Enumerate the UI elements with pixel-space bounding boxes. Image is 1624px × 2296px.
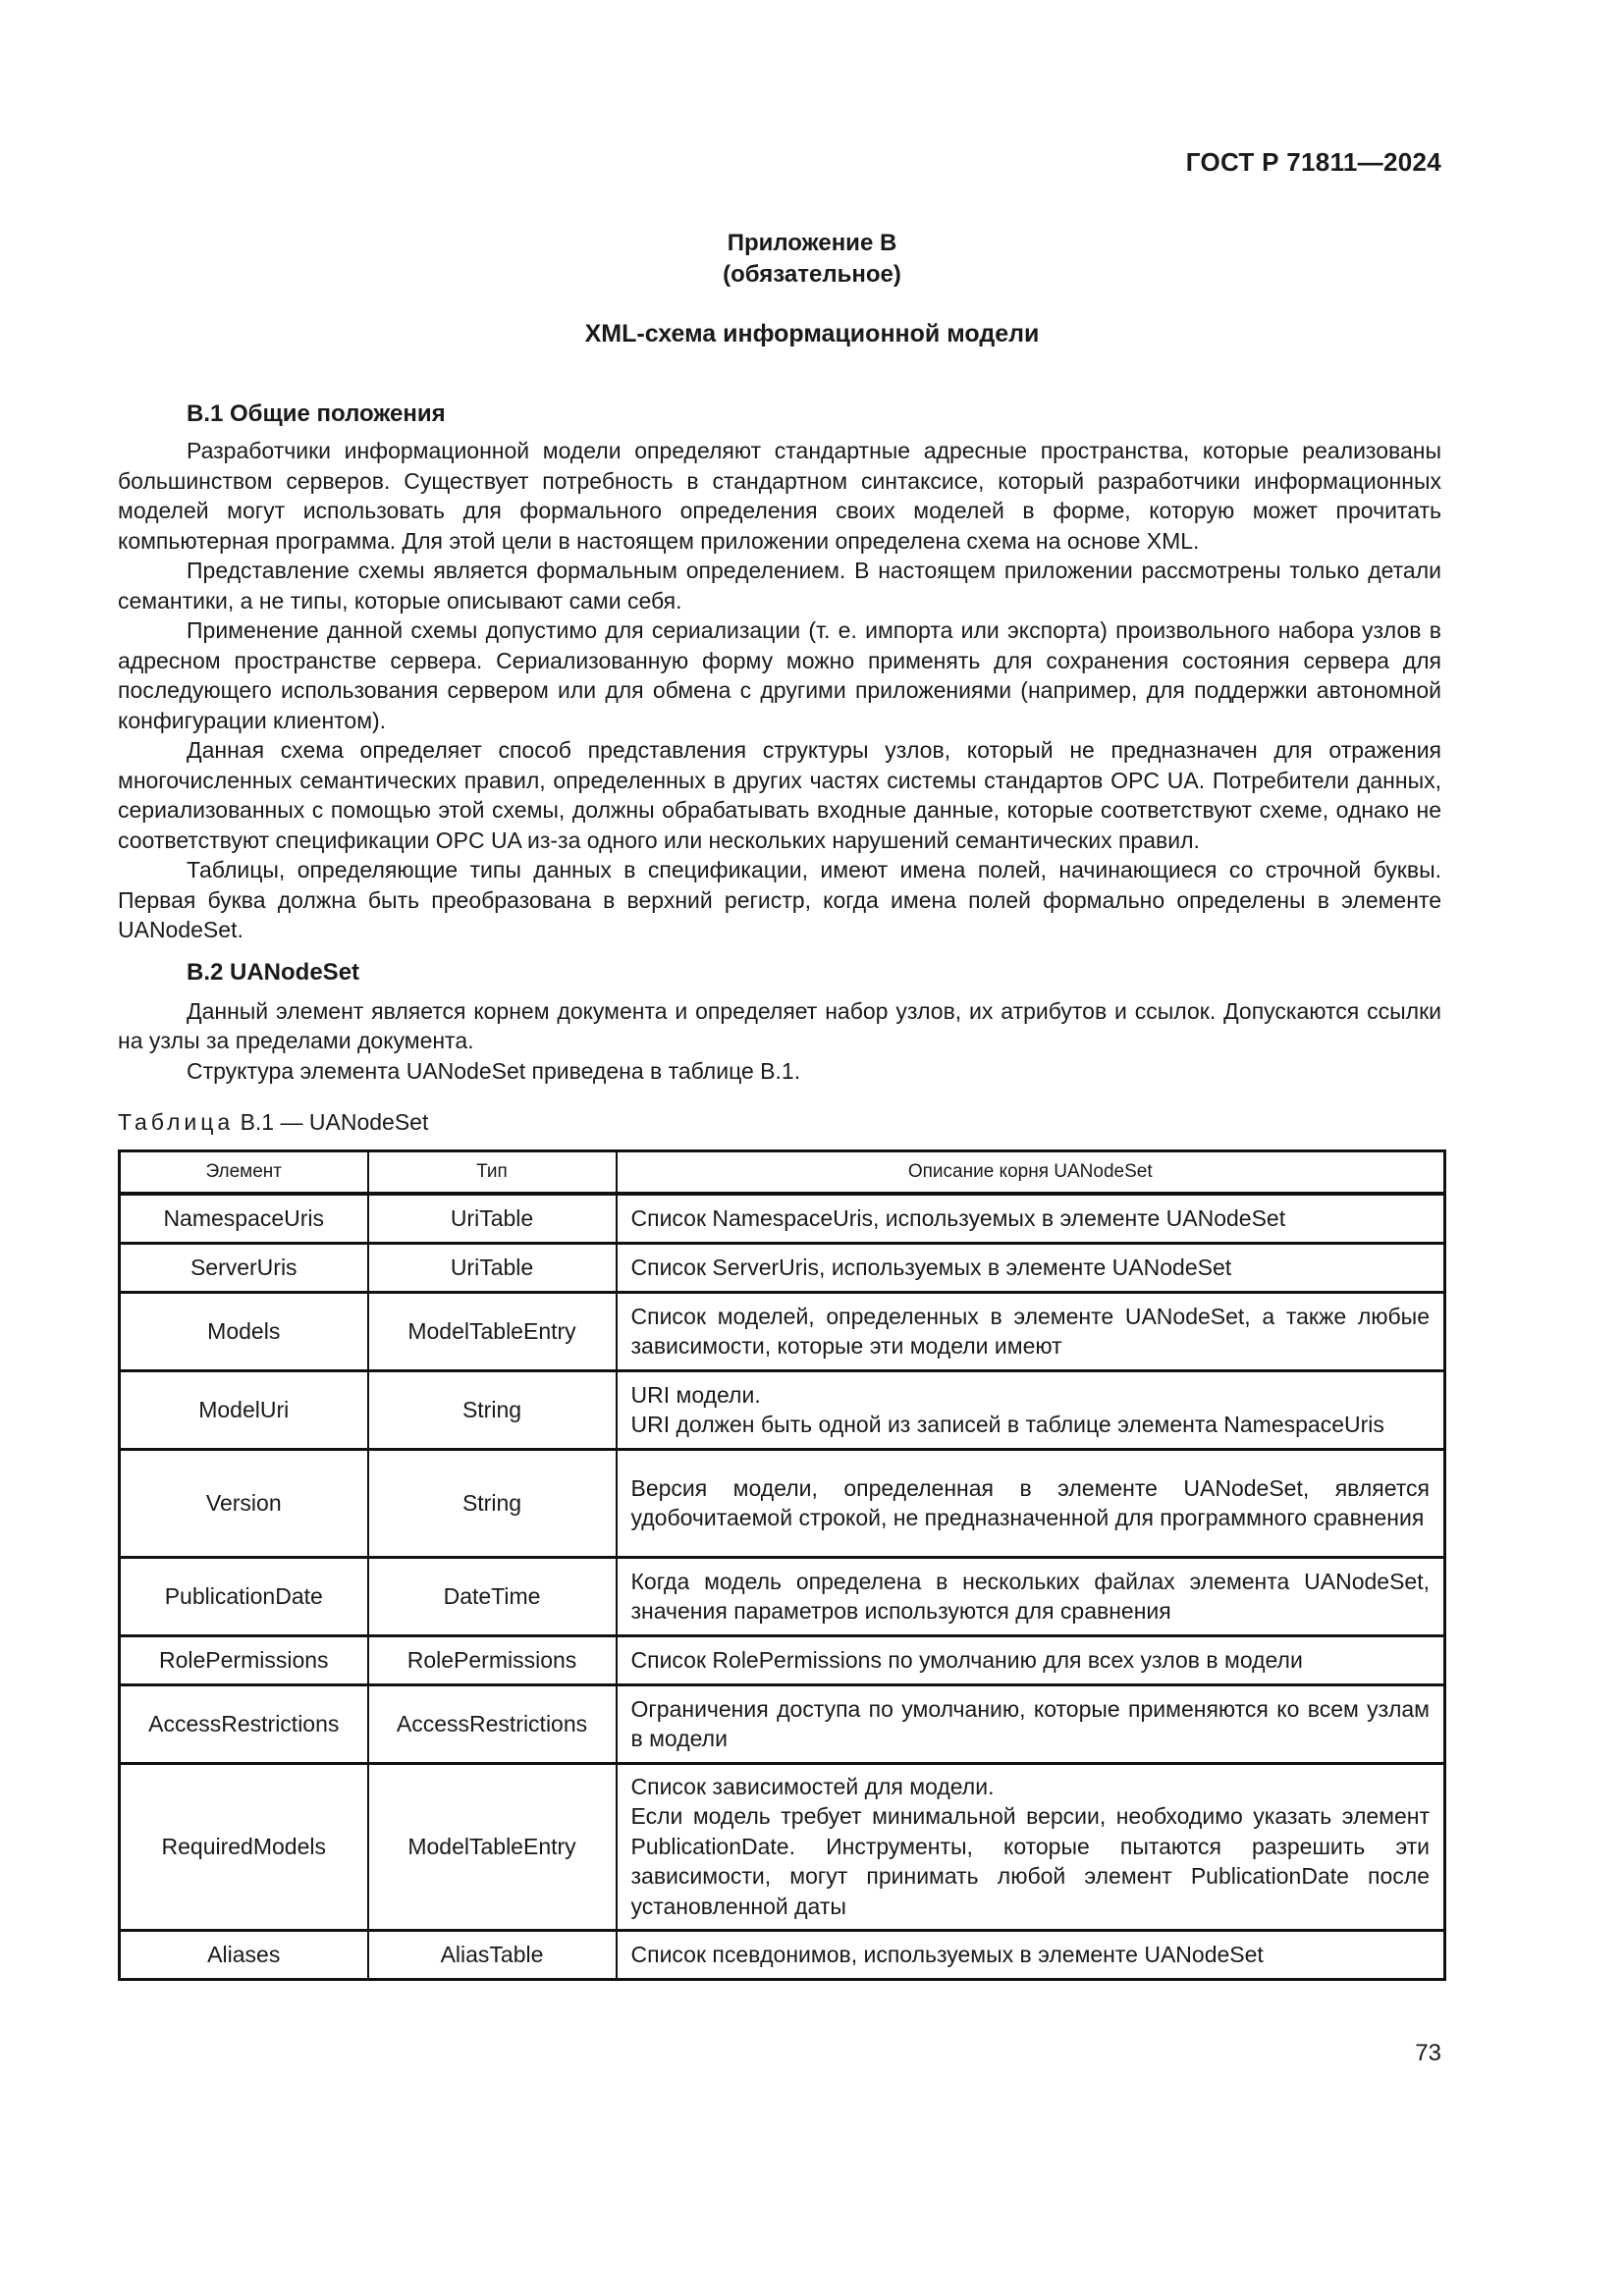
table-row xyxy=(120,1684,1445,1763)
cell-description: Список NamespaceUris, используемых в элементе UANodeSet xyxy=(617,1194,1445,1243)
cell-description xyxy=(617,1370,1445,1449)
cell-type: UriTable xyxy=(368,1194,617,1243)
cell-type: UriTable xyxy=(368,1243,617,1292)
cell-element: Aliases xyxy=(120,1930,368,1979)
cell-element: PublicationDate xyxy=(120,1557,368,1635)
cell-type: RolePermissions xyxy=(368,1635,617,1684)
cell-description xyxy=(617,1763,1445,1930)
cell-type: String xyxy=(368,1370,617,1449)
paragraph: Структура элемента UANodeSet приведена в таблице В.1. xyxy=(187,1057,801,1084)
page-number: 73 xyxy=(1415,2039,1441,2066)
cell-description: Список псевдонимов, используемых в элементе UANodeSet xyxy=(617,1930,1445,1979)
cell-description: Список RolePermissions по умолчанию для всех узлов в модели xyxy=(617,1635,1445,1684)
document-body xyxy=(118,399,1441,1981)
paragraph: Разработчики информационной модели определяют стандартные адресные пространства, которые реализованы большинством серверов. Существует потребность в стандартном синтаксисе, который разработчики информационных моделей могут использовать для формального определения своих моделей в форме, которую может прочитать компьютерная программа. Для этой цели в настоящем приложении определена схема на основе XML. xyxy=(118,438,1441,554)
cell-description: Список ServerUris, используемых в элементе UANodeSet xyxy=(617,1243,1445,1292)
table-row xyxy=(120,1635,1445,1684)
column-header-type: Тип xyxy=(368,1151,617,1195)
cell-type: ModelTableEntry xyxy=(368,1763,617,1930)
section-heading-b2: В.2 UANodeSet xyxy=(187,958,360,986)
column-header-element: Элемент xyxy=(120,1151,368,1195)
table-caption-label: Таблица xyxy=(118,1109,235,1135)
section-heading-b1: В.1 Общие положения xyxy=(187,400,446,427)
description-line: URI должен быть одной из записей в таблице элемента NamespaceUris xyxy=(630,1412,1384,1437)
paragraph: Таблицы, определяющие типы данных в спецификации, имеют имена полей, начинающиеся со строчной буквы. Первая буква должна быть преобразована в верхний регистр, когда имена полей формально определены в элементе UANodeSet. xyxy=(118,857,1441,942)
cell-type: AliasTable xyxy=(368,1930,617,1979)
cell-element: ModelUri xyxy=(120,1370,368,1449)
table-row xyxy=(120,1449,1445,1557)
appendix-status: (обязательное) xyxy=(723,261,901,288)
cell-description: Список моделей, определенных в элементе UANodeSet, а также любые зависимости, которые эти модели имеют xyxy=(617,1292,1445,1370)
paragraph: Данная схема определяет способ представления структуры узлов, который не предназначен для отражения многочисленных семантических правил, определенных в других частях системы стандартов OPC UA. Потребители данных, сериализованных с помощью этой схемы, должны обрабатывать входные данные, которые соответствуют схеме, однако не соответствуют спецификации OPC UA из-за одного или нескольких нарушений семантических правил. xyxy=(118,737,1441,853)
column-header-description: Описание корня UANodeSet xyxy=(617,1151,1445,1195)
table-row xyxy=(120,1557,1445,1635)
table-caption-title: В.1 — UANodeSet xyxy=(240,1109,429,1135)
cell-element: ServerUris xyxy=(120,1243,368,1292)
table-row xyxy=(120,1194,1445,1243)
table-row xyxy=(120,1243,1445,1292)
paragraph: Применение данной схемы допустимо для сериализации (т. е. импорта или экспорта) произвольного набора узлов в адресном пространстве сервера. Сериализованную форму можно применять для сохранения состояния сервера для последующего использования сервером или для обмена с другими приложениями (например, для поддержки автономной конфигурации клиентом). xyxy=(118,617,1441,733)
cell-description: Версия модели, определенная в элементе UANodeSet, является удобочитаемой строкой, не предназначенной для программного сравнения xyxy=(617,1449,1445,1557)
cell-type: ModelTableEntry xyxy=(368,1292,617,1370)
cell-type: String xyxy=(368,1449,617,1557)
uanodeset-table xyxy=(118,1149,1446,1981)
cell-element: Models xyxy=(120,1292,368,1370)
table-row xyxy=(120,1930,1445,1979)
appendix-heading xyxy=(0,228,1624,291)
table-row xyxy=(120,1370,1445,1449)
description-line: URI модели. xyxy=(630,1381,761,1408)
table-caption xyxy=(118,1109,1441,1136)
table-row xyxy=(120,1292,1445,1370)
cell-type: DateTime xyxy=(368,1557,617,1635)
table-row xyxy=(120,1763,1445,1930)
cell-description: Когда модель определена в нескольких файлах элемента UANodeSet, значения параметров используются для сравнения xyxy=(617,1557,1445,1635)
table-header-row xyxy=(120,1151,1445,1195)
page-title: XML-схема информационной модели xyxy=(584,320,1040,347)
description-line: Список зависимостей для модели. xyxy=(630,1773,995,1799)
paragraph: Данный элемент является корнем документа и определяет набор узлов, их атрибутов и ссылок. Допускаются ссылки на узлы за пределами документа. xyxy=(118,997,1441,1053)
description-line: Если модель требует минимальной версии, необходимо указать элемент PublicationDate. Инструменты, которые пытаются разрешить эти зависимости, могут принимать любой элемент PublicationDate после установленной даты xyxy=(630,1803,1430,1919)
cell-element: AccessRestrictions xyxy=(120,1684,368,1763)
appendix-label: Приложение В xyxy=(727,230,897,256)
document-code: ГОСТ Р 71811—2024 xyxy=(1185,147,1441,177)
cell-element: NamespaceUris xyxy=(120,1194,368,1243)
cell-description: Ограничения доступа по умолчанию, которые применяются ко всем узлам в модели xyxy=(617,1684,1445,1763)
cell-element: RolePermissions xyxy=(120,1635,368,1684)
paragraph: Представление схемы является формальным определением. В настоящем приложении рассмотрены только детали семантики, а не типы, которые описывают сами себя. xyxy=(118,558,1441,614)
cell-element: RequiredModels xyxy=(120,1763,368,1930)
cell-element: Version xyxy=(120,1449,368,1557)
cell-type: AccessRestrictions xyxy=(368,1684,617,1763)
